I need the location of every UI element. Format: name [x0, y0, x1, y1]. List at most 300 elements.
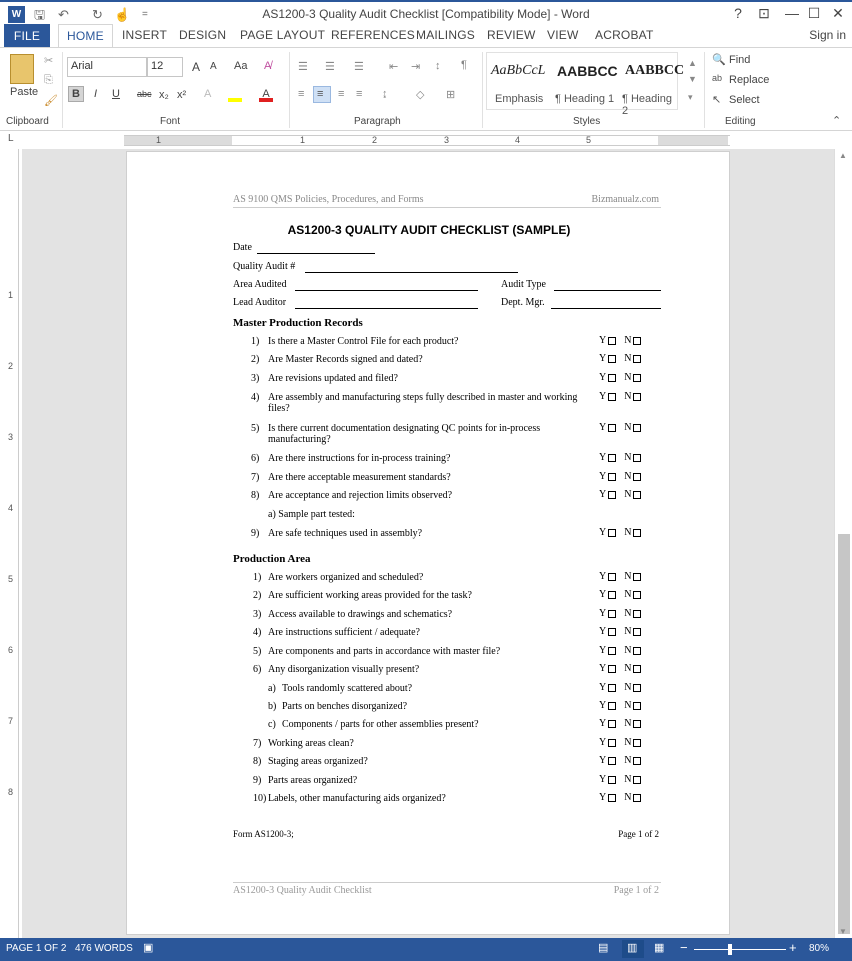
yes-label: Y [599, 589, 607, 600]
justify-icon[interactable]: ≡ [356, 88, 363, 100]
page-count[interactable]: PAGE 1 OF 2 [6, 943, 67, 954]
item-number: 8) [253, 756, 262, 767]
tab-file[interactable]: FILE [4, 24, 50, 48]
paste-icon[interactable] [10, 54, 34, 84]
yes-no-checkboxes [599, 774, 679, 785]
audit-number-line[interactable] [305, 272, 518, 273]
horizontal-ruler-area [0, 131, 852, 149]
ruler-number: 1 [156, 135, 162, 145]
no-checkbox[interactable] [633, 529, 641, 537]
ruler-number: 5 [586, 135, 592, 145]
align-left-icon[interactable]: ≡ [298, 88, 305, 100]
yes-label: Y [599, 682, 607, 693]
vruler-number: 5 [8, 574, 14, 584]
show-marks-icon[interactable]: ¶ [461, 59, 467, 71]
item-question: Are safe techniques used in assembly? [268, 528, 423, 539]
no-label: N [624, 626, 632, 637]
ribbon-display-button[interactable]: ⊡ [758, 5, 770, 21]
no-label: N [624, 774, 632, 785]
style-heading-1[interactable]: ¶ Heading 1 [555, 93, 615, 105]
form-footer-left: Form AS1200-3; [233, 829, 294, 839]
font-name-value: Arial [71, 60, 94, 72]
find-button[interactable]: Find [729, 54, 751, 66]
yes-label: Y [599, 452, 607, 463]
no-label: N [624, 372, 632, 383]
yes-no-checkboxes [599, 718, 679, 729]
clipboard-group-label: Clipboard [6, 116, 49, 127]
yes-label: Y [599, 353, 607, 364]
yes-no-checkboxes [599, 372, 679, 383]
yes-label: Y [599, 645, 607, 656]
date-label: Date [233, 242, 252, 253]
section-master-production-records: Master Production Records [233, 317, 363, 329]
item-question: Are instructions sufficient / adequate? [268, 627, 420, 638]
no-checkbox[interactable] [633, 610, 641, 618]
yes-no-checkboxes [599, 471, 679, 482]
lead-auditor-line[interactable] [295, 308, 478, 309]
yes-checkbox[interactable] [608, 757, 616, 765]
item-number: 6) [251, 453, 260, 464]
decrease-indent-icon[interactable]: ⇤ [389, 61, 399, 73]
tab-design[interactable]: DESIGN [179, 28, 227, 42]
yes-label: Y [599, 608, 607, 619]
yes-checkbox[interactable] [608, 424, 616, 432]
title-bar [0, 0, 852, 26]
date-line[interactable] [257, 253, 375, 254]
style-heading1-sample: AABBCC [557, 63, 618, 79]
styles-gallery[interactable] [486, 52, 685, 117]
zoom-level[interactable]: 80% [809, 943, 830, 954]
no-label: N [624, 452, 632, 463]
yes-label: Y [599, 700, 607, 711]
yes-label: Y [599, 422, 607, 433]
tab-page-layout[interactable]: PAGE LAYOUT [240, 28, 326, 42]
yes-checkbox[interactable] [608, 491, 616, 499]
group-divider [704, 52, 705, 128]
item-question: Labels, other manufacturing aids organized? [268, 793, 446, 804]
item-number: 9) [251, 528, 260, 539]
no-label: N [624, 718, 632, 729]
no-label: N [624, 682, 632, 693]
yes-no-checkboxes [599, 489, 679, 500]
yes-no-checkboxes [599, 335, 679, 346]
status-bar [0, 938, 852, 961]
item-question: a) Sample part tested: [268, 509, 355, 520]
close-button[interactable]: ✕ [832, 5, 844, 21]
item-question: Parts on benches disorganized? [282, 701, 408, 712]
yes-label: Y [599, 571, 607, 582]
no-checkbox[interactable] [633, 491, 641, 499]
yes-no-checkboxes [599, 452, 679, 463]
no-checkbox[interactable] [633, 374, 641, 382]
style-heading2-sample: AABBCC [625, 63, 685, 78]
item-number: 7) [253, 738, 262, 749]
footer-rule [233, 882, 661, 883]
item-number: 6) [253, 664, 262, 675]
yes-label: Y [599, 335, 607, 346]
yes-label: Y [599, 391, 607, 402]
header-left: AS 9100 QMS Policies, Procedures, and Forms [233, 194, 424, 205]
format-painter-icon[interactable]: 🖌 [44, 95, 58, 107]
vruler-number: 3 [8, 432, 14, 442]
item-question: Are assembly and manufacturing steps fully described in master and working files? [268, 392, 578, 414]
no-label: N [624, 353, 632, 364]
yes-label: Y [599, 792, 607, 803]
item-number: 5) [251, 423, 260, 434]
line-spacing-icon[interactable]: ↨ [382, 88, 388, 100]
redo-icon[interactable]: ↻ [92, 7, 103, 22]
no-checkbox[interactable] [633, 702, 641, 710]
no-label: N [624, 391, 632, 402]
scrollbar-thumb[interactable] [838, 534, 850, 934]
yes-label: Y [599, 718, 607, 729]
styles-more-icon[interactable]: ▾ [688, 92, 693, 102]
yes-checkbox[interactable] [608, 355, 616, 363]
yes-label: Y [599, 774, 607, 785]
page-footer-right: Page 1 of 2 [613, 885, 659, 896]
window-title: AS1200-3 Quality Audit Checklist [Compatibility Mode] - Word [262, 7, 590, 21]
item-question: Are sufficient working areas provided for the task? [268, 590, 472, 601]
yes-label: Y [599, 489, 607, 500]
no-checkbox[interactable] [633, 684, 641, 692]
yes-checkbox[interactable] [608, 702, 616, 710]
no-checkbox[interactable] [633, 424, 641, 432]
yes-no-checkboxes [599, 422, 679, 433]
document-title: AS1200-3 QUALITY AUDIT CHECKLIST (SAMPLE) [287, 223, 571, 237]
no-checkbox[interactable] [633, 647, 641, 655]
item-question: Parts areas organized? [268, 775, 358, 786]
underline-button[interactable]: U [112, 88, 120, 100]
page-footer-left: AS1200-3 Quality Audit Checklist [233, 885, 372, 896]
item-question: Are revisions updated and filed? [268, 373, 398, 384]
paste-button[interactable]: Paste [10, 86, 39, 98]
header-rule [233, 207, 661, 208]
item-number: 5) [253, 646, 262, 657]
print-layout-icon[interactable]: ▥ [627, 942, 638, 954]
yes-no-checkboxes [599, 792, 679, 803]
yes-no-checkboxes [599, 527, 679, 538]
increase-indent-icon[interactable]: ⇥ [411, 61, 421, 73]
item-number: 1) [251, 336, 260, 347]
yes-checkbox[interactable] [608, 374, 616, 382]
group-divider [62, 52, 63, 128]
yes-checkbox[interactable] [608, 665, 616, 673]
tab-mailings[interactable]: MAILINGS [416, 28, 475, 42]
highlight-color-icon[interactable] [228, 88, 242, 102]
no-label: N [624, 589, 632, 600]
item-number: 9) [253, 775, 262, 786]
no-label: N [624, 737, 632, 748]
cut-icon[interactable]: ✂ [44, 55, 54, 67]
header-right: Bizmanualz.com [591, 194, 659, 205]
yes-no-checkboxes [599, 589, 679, 600]
yes-checkbox[interactable] [608, 573, 616, 581]
align-center-icon[interactable]: ≡ [317, 88, 324, 100]
styles-group-label: Styles [573, 116, 601, 127]
paragraph-group-label: Paragraph [354, 116, 401, 127]
yes-label: Y [599, 626, 607, 637]
styles-scroll-up-icon[interactable]: ▲ [688, 58, 697, 68]
tab-references[interactable]: REFERENCES [331, 28, 416, 42]
no-label: N [624, 471, 632, 482]
no-checkbox[interactable] [633, 591, 641, 599]
tab-review[interactable]: REVIEW [487, 28, 536, 42]
no-checkbox[interactable] [633, 573, 641, 581]
font-size-box[interactable] [147, 57, 183, 77]
yes-checkbox[interactable] [608, 454, 616, 462]
yes-no-checkboxes [599, 755, 679, 766]
copy-icon[interactable]: ⎘ [44, 74, 53, 86]
sign-in-link[interactable]: Sign in [809, 28, 846, 42]
save-icon[interactable]: 🖫 [34, 7, 46, 22]
font-color-icon[interactable]: A [259, 88, 273, 102]
multilevel-list-icon[interactable]: ☰ [354, 61, 364, 73]
no-label: N [624, 571, 632, 582]
item-number: a) [268, 683, 276, 694]
sort-icon[interactable]: ↕ [435, 60, 441, 72]
select-icon: ↖ [712, 94, 722, 106]
no-checkbox[interactable] [633, 454, 641, 462]
no-label: N [624, 608, 632, 619]
subscript-button[interactable]: x₂ [159, 89, 169, 101]
yes-checkbox[interactable] [608, 776, 616, 784]
tab-home[interactable]: HOME [58, 24, 113, 49]
undo-icon[interactable]: ↶ [58, 7, 69, 22]
yes-checkbox[interactable] [608, 739, 616, 747]
item-question: Are there acceptable measurement standards? [268, 472, 451, 483]
item-number: 2) [253, 590, 262, 601]
help-button[interactable]: ? [734, 5, 742, 21]
item-number: b) [268, 701, 277, 712]
ruler-number: 2 [372, 135, 378, 145]
maximize-button[interactable]: ☐ [807, 5, 821, 21]
item-question: Are there instructions for in-process training? [268, 453, 451, 464]
item-number: 4) [253, 627, 262, 638]
scroll-up-icon[interactable]: ▲ [839, 151, 847, 160]
collapse-ribbon-icon[interactable]: ⌃ [832, 115, 842, 127]
yes-label: Y [599, 755, 607, 766]
yes-no-checkboxes [599, 682, 679, 693]
no-label: N [624, 422, 632, 433]
dept-mgr-label: Dept. Mgr. [501, 297, 545, 308]
ruler-right-margin [658, 136, 728, 145]
yes-label: Y [599, 663, 607, 674]
no-checkbox[interactable] [633, 720, 641, 728]
tab-insert[interactable]: INSERT [122, 28, 167, 42]
style-emphasis-sample: AaBbCcL [491, 63, 546, 78]
document-page[interactable] [126, 151, 730, 935]
yes-label: Y [599, 471, 607, 482]
yes-checkbox[interactable] [608, 591, 616, 599]
select-button[interactable]: Select [729, 94, 760, 106]
item-question: Components / parts for other assemblies present? [282, 719, 479, 730]
no-label: N [624, 792, 632, 803]
tab-view[interactable]: VIEW [547, 28, 579, 42]
vruler-number: 6 [8, 645, 14, 655]
yes-checkbox[interactable] [608, 473, 616, 481]
ruler-number: 1 [300, 135, 306, 145]
item-question: Are Master Records signed and dated? [268, 354, 423, 365]
vruler-number: 4 [8, 503, 14, 513]
minimize-button[interactable]: — [785, 5, 799, 21]
yes-label: Y [599, 737, 607, 748]
horizontal-ruler[interactable] [124, 135, 730, 146]
item-number: c) [268, 719, 276, 730]
vertical-scrollbar[interactable] [834, 149, 852, 938]
yes-no-checkboxes [599, 663, 679, 674]
no-label: N [624, 489, 632, 500]
font-name-box[interactable] [67, 57, 147, 77]
change-case-button[interactable]: Aa [234, 60, 248, 72]
item-number: 10) [253, 793, 267, 804]
ribbon-tabs [0, 24, 852, 48]
no-checkbox[interactable] [633, 739, 641, 747]
no-checkbox[interactable] [633, 794, 641, 802]
yes-checkbox[interactable] [608, 684, 616, 692]
yes-label: Y [599, 372, 607, 383]
yes-checkbox[interactable] [608, 393, 616, 401]
area-audited-line[interactable] [295, 290, 478, 291]
align-right-icon[interactable]: ≡ [338, 88, 345, 100]
no-checkbox[interactable] [633, 473, 641, 481]
vertical-ruler[interactable] [4, 149, 19, 938]
superscript-button[interactable]: x² [177, 89, 187, 101]
zoom-out-button[interactable]: − [680, 940, 688, 955]
vruler-number: 8 [8, 787, 14, 797]
shading-icon[interactable]: ◇ [416, 89, 425, 101]
numbering-icon[interactable]: ☰ [325, 61, 335, 73]
word-count[interactable]: 476 WORDS [75, 943, 133, 954]
styles-scroll-down-icon[interactable]: ▼ [688, 74, 697, 84]
style-emphasis[interactable]: Emphasis [495, 93, 544, 105]
word-app-icon[interactable]: W [8, 6, 25, 23]
zoom-slider-thumb[interactable] [728, 944, 732, 955]
group-divider [482, 52, 483, 128]
yes-no-checkboxes [599, 700, 679, 711]
font-size-value: 12 [151, 60, 164, 72]
no-label: N [624, 700, 632, 711]
no-checkbox[interactable] [633, 355, 641, 363]
tab-selector-icon[interactable]: L [8, 133, 14, 144]
yes-checkbox[interactable] [608, 337, 616, 345]
no-checkbox[interactable] [633, 665, 641, 673]
item-number: 1) [253, 572, 262, 583]
yes-checkbox[interactable] [608, 529, 616, 537]
item-number: 4) [251, 392, 260, 403]
item-question: Are components and parts in accordance with master file? [268, 646, 501, 657]
lead-auditor-label: Lead Auditor [233, 297, 287, 308]
yes-no-checkboxes [599, 737, 679, 748]
group-divider [289, 52, 290, 128]
font-group-label: Font [160, 116, 181, 127]
no-label: N [624, 645, 632, 656]
ruler-number: 3 [444, 135, 450, 145]
text-effects-icon[interactable]: A [204, 88, 212, 100]
audit-type-label: Audit Type [501, 279, 546, 290]
area-audited-label: Area Audited [233, 279, 287, 290]
yes-checkbox[interactable] [608, 794, 616, 802]
no-checkbox[interactable] [633, 393, 641, 401]
item-number: 3) [253, 609, 262, 620]
yes-checkbox[interactable] [608, 647, 616, 655]
item-question: Staging areas organized? [268, 756, 368, 767]
form-footer-right: Page 1 of 2 [618, 829, 659, 839]
bullets-icon[interactable]: ☰ [298, 61, 308, 73]
item-question: Access available to drawings and schematics? [268, 609, 453, 620]
touch-mode-icon[interactable]: ☝ [114, 7, 131, 22]
item-number: 3) [251, 373, 260, 384]
vruler-number: 1 [8, 290, 14, 300]
yes-no-checkboxes [599, 391, 679, 402]
ribbon [0, 47, 852, 131]
no-label: N [624, 527, 632, 538]
clear-formatting-icon[interactable]: A̸ [264, 60, 272, 72]
item-question: Is there a Master Control File for each product? [268, 336, 459, 347]
scroll-down-icon[interactable]: ▼ [839, 927, 847, 936]
tab-acrobat[interactable]: ACROBAT [595, 28, 654, 42]
no-checkbox[interactable] [633, 757, 641, 765]
proofing-icon[interactable]: ▣ [143, 942, 154, 954]
yes-no-checkboxes [599, 626, 679, 637]
ruler-left-margin [124, 136, 232, 145]
yes-no-checkboxes [599, 353, 679, 364]
replace-icon: ab [712, 73, 723, 83]
audit-number-label: Quality Audit # [233, 261, 296, 272]
no-label: N [624, 755, 632, 766]
no-checkbox[interactable] [633, 337, 641, 345]
dept-mgr-line[interactable] [551, 308, 661, 309]
shrink-font-button[interactable]: A [210, 61, 217, 72]
zoom-in-button[interactable]: + [789, 940, 797, 955]
italic-button[interactable]: I [94, 88, 98, 100]
editing-group-label: Editing [725, 116, 756, 127]
yes-no-checkboxes [599, 571, 679, 582]
item-number: 7) [251, 472, 260, 483]
yes-no-checkboxes [599, 645, 679, 656]
zoom-slider-track[interactable] [694, 949, 786, 950]
audit-type-line[interactable] [554, 290, 661, 291]
section-production-area: Production Area [233, 553, 311, 565]
strikethrough-button[interactable]: abc [137, 89, 152, 99]
replace-button[interactable]: Replace [729, 74, 770, 86]
yes-checkbox[interactable] [608, 720, 616, 728]
yes-checkbox[interactable] [608, 628, 616, 636]
ruler-number: 4 [515, 135, 521, 145]
item-question: Is there current documentation designating QC points for in-process manufacturing? [268, 423, 541, 445]
yes-no-checkboxes [599, 608, 679, 619]
item-number: 2) [251, 354, 260, 365]
web-layout-icon[interactable]: ▦ [654, 942, 665, 954]
item-question: Are acceptance and rejection limits observed? [268, 490, 453, 501]
item-question: Are workers organized and scheduled? [268, 572, 424, 583]
find-icon: 🔍 [712, 54, 726, 66]
read-mode-icon[interactable]: ▤ [598, 942, 609, 954]
item-question: Working areas clean? [268, 738, 354, 749]
no-checkbox[interactable] [633, 628, 641, 636]
no-label: N [624, 335, 632, 346]
borders-icon[interactable]: ⊞ [446, 89, 456, 101]
yes-checkbox[interactable] [608, 610, 616, 618]
customize-qat-icon[interactable]: = [142, 9, 148, 20]
item-question: Any disorganization visually present? [268, 664, 420, 675]
no-label: N [624, 663, 632, 674]
vruler-number: 7 [8, 716, 14, 726]
yes-label: Y [599, 527, 607, 538]
style-heading-2[interactable]: ¶ Heading 2 [622, 93, 672, 117]
bold-button[interactable]: B [72, 88, 80, 100]
no-checkbox[interactable] [633, 776, 641, 784]
grow-font-button[interactable]: A [192, 60, 201, 74]
